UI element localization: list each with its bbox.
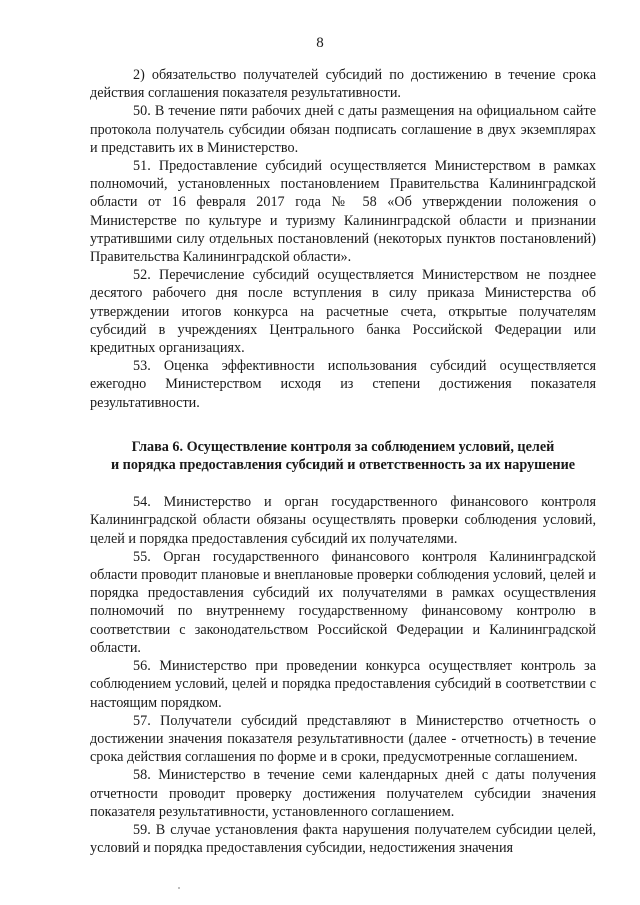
paragraph-51: 51. Предоставление субсидий осуществляется Министерством в рамках полномочий, установленных постановлением Правительства Калининградской области от 16 февраля 2017 года № 58 «Об утверждении положения о Министерстве по культуре и туризму Калининградской области и признании утратившими силу отдельных постановлений (некоторых пунктов постановлений) Правительства Калининградской области». <box>90 158 596 266</box>
chapter-heading-line-2: и порядка предоставления субсидий и ответственность за их нарушение <box>110 457 576 474</box>
chapter-heading-line-1: Глава 6. Осуществление контроля за соблюдением условий, целей <box>131 438 555 455</box>
paragraph-55: 55. Орган государственного финансового контроля Калининградской области проводит плановые и внеплановые проверки соблюдения условий, целей и порядка предоставления субсидий их получателями в рамках осуществления полномочий по внутреннему государственному финансовому контролю в соответствии с законодательством Российской Федерации и Калининградской области. <box>90 548 596 656</box>
paragraph-52: 52. Перечисление субсидий осуществляется Министерством не позднее десятого рабочего дня после вступления в силу приказа Министерства об утверждении итогов конкурса на расчетные счета, открытые получателям субсидий в учреждениях Центрального банка Российской Федерации или кредитных организациях. <box>90 267 596 357</box>
paragraph-50: 50. В течение пяти рабочих дней с даты размещения на официальном сайте протокола получатель субсидии обязан подписать соглашение в двух экземплярах и представить их в Министерство. <box>90 103 596 156</box>
paragraph-56: 56. Министерство при проведении конкурса осуществляет контроль за соблюдением условий, целей и порядка предоставления субсидий в соответствии с настоящим порядком. <box>90 658 596 711</box>
paragraph-58: 58. Министерство в течение семи календарных дней с даты получения отчетности проводит проверку достижения получателем субсидии значения показателя результативности, установленного соглашением. <box>90 767 596 820</box>
paragraph-item-2: 2) обязательство получателей субсидий по достижению в течение срока действия соглашения показателя результативности. <box>90 67 596 102</box>
paragraph-53: 53. Оценка эффективности использования субсидий осуществляется ежегодно Министерством исходя из степени достижения показателя результативности. <box>90 358 596 411</box>
paragraph-59: 59. В случае установления факта нарушения получателем субсидии целей, условий и порядка предоставления субсидии, недостижения значения <box>90 821 596 857</box>
page-number: 8 <box>316 35 324 51</box>
document-body <box>90 66 596 857</box>
paragraph-57: 57. Получатели субсидий представляют в Министерство отчетность о достижении значения показателя результативности (далее - отчетность) в течение срока действия соглашения по форме и в сроки, предусмотренные соглашением. <box>90 712 596 766</box>
paragraph-54: 54. Министерство и орган государственного финансового контроля Калининградской области обязаны осуществлять проверки соблюдения условий, целей и порядка предоставления субсидий их получателями. <box>90 494 596 547</box>
scan-speck <box>178 887 180 889</box>
chapter-heading <box>90 438 596 474</box>
